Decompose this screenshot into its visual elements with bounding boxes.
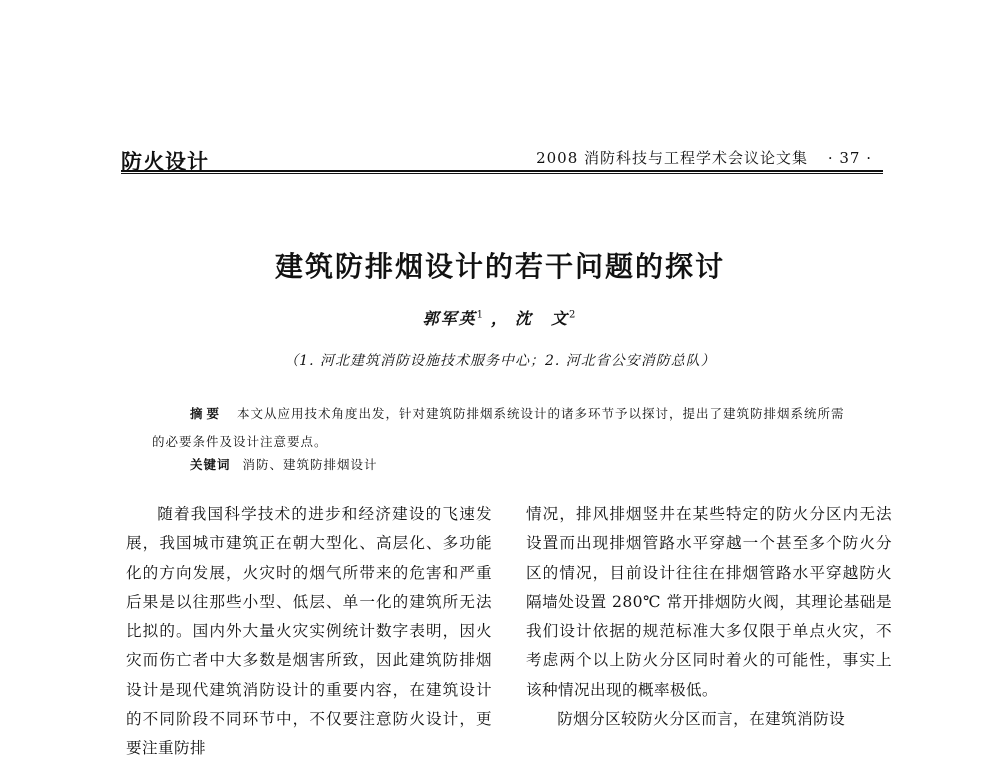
header-rule [121, 170, 883, 174]
abstract [152, 400, 854, 456]
body-paragraph: 随着我国科学技术的进步和经济建设的飞速发展，我国城市建筑正在朝大型化、高层化、多功能化的方向发展，火灾时的烟气所带来的危害和严重后果是以往那些小型、低层、单一化的建筑所无法比拟的。国内外大量火灾实例统计数字表明，因火灾而伤亡者中大多数是烟害所致，因此建筑防排烟设计是现代建筑消防设计的重要内容，在建筑设计的不同阶段不同环节中，不仅要注意防火设计，更要注重防排 [126, 505, 492, 758]
keywords-label: 关键词 [190, 457, 231, 472]
abstract-text: 本文从应用技术角度出发，针对建筑防排烟系统设计的诸多环节予以探讨，提出了建筑防排烟系统所需的必要条件及设计注意要点。 [152, 406, 845, 449]
author-name: 沈 文 [515, 309, 570, 328]
body-column-right [526, 500, 892, 734]
author-name: 郭军英 [422, 309, 477, 328]
affiliation-mark: 1 [476, 309, 485, 321]
affiliation-mark: 2 [569, 309, 578, 321]
page-number: · 37 · [827, 149, 872, 167]
paper-title: 建筑防排烟设计的若干问题的探讨 [274, 250, 725, 283]
affiliation: （1. 河北建筑消防设施技术服务中心；2. 河北省公安消防总队） [284, 353, 716, 369]
body-column-left [126, 500, 492, 764]
author-separator: ， [490, 309, 509, 328]
section-label: 防火设计 [121, 150, 209, 174]
body-paragraph: 防烟分区较防火分区而言，在建筑消防设 [557, 710, 846, 729]
keywords [190, 455, 378, 473]
body-paragraph: 情况，排风排烟竖井在某些特定的防火分区内无法设置而出现排烟管路水平穿越一个甚至多个防火分区的情况，目前设计往往在排烟管路水平穿越防火隔墙处设置 280℃ 常开排烟防火阀，其理论基础是我们设计依据的规范标准大多仅限于单点火灾，不考虑两个以上防火分区同时着火的可能性，事实上该种情况出现的概率极低。 [526, 505, 892, 699]
author-line [0, 306, 1000, 329]
journal-header [536, 147, 872, 168]
abstract-label: 摘要 [190, 406, 224, 421]
keywords-text: 消防、建筑防排烟设计 [242, 457, 378, 472]
journal-name: 2008 消防科技与工程学术会议论文集 [536, 149, 809, 167]
